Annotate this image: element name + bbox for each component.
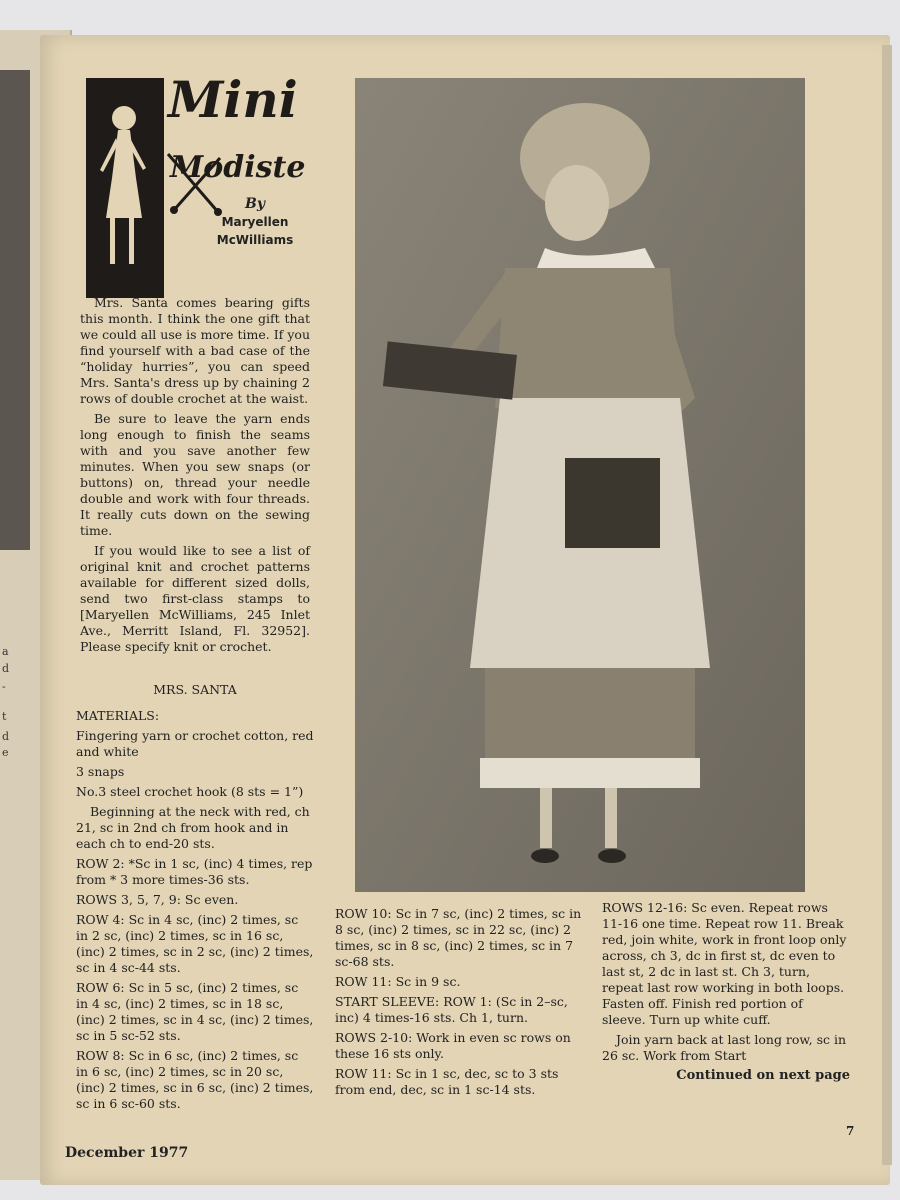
instruction-paragraph: ROWS 2-10: Work in even sc rows on these 16 sts only.: [335, 1030, 571, 1061]
adjacent-text-fragment: t: [2, 710, 7, 723]
instruction-paragraph: ROW 2: *Sc in 1 sc, (inc) 4 times, rep from * 3 more times-36 sts.: [76, 856, 313, 887]
materials-item: 3 snaps: [76, 764, 125, 779]
instruction-paragraph: START SLEEVE: ROW 1: (Sc in 2–sc, inc) 4 times-16 sts. Ch 1, turn.: [335, 994, 568, 1025]
instruction-paragraph: Beginning at the neck with red, ch 21, sc in 2nd ch from hook and in each ch to end-20 sts.: [76, 804, 310, 851]
continued-note: Continued on next page: [676, 1068, 850, 1083]
intro-paragraph: If you would like to see a list of original knit and crochet patterns available for different sized dolls, send two first-class stamps to [Maryellen McWilliams, 245 Inlet Ave., Merritt Island, Fl. 32952]. Please specify knit or crochet.: [80, 543, 310, 654]
adjacent-text-fragment: d: [2, 662, 10, 675]
page-number: 7: [846, 1124, 855, 1138]
header-silhouette-logo: [86, 78, 164, 298]
instruction-paragraph: Join yarn back at last long row, sc in 26 sc. Work from Start: [602, 1032, 847, 1063]
instruction-paragraph: ROW 6: Sc in 5 sc, (inc) 2 times, sc in 4 sc, (inc) 2 times, sc in 18 sc, (inc) 2 times, sc in 4 sc, (inc) 2 times, sc in 5 sc-52 sts.: [76, 980, 314, 1043]
adjacent-text-fragment: a: [2, 645, 9, 658]
byline-by: By: [245, 196, 265, 212]
doll-illustration: [355, 78, 805, 892]
materials-item: Fingering yarn or crochet cotton, red and white: [76, 728, 314, 759]
intro-text: [80, 295, 310, 659]
instruction-paragraph: ROW 11: Sc in 9 sc.: [335, 974, 461, 989]
materials-item: No.3 steel crochet hook (8 sts = 1”): [76, 784, 304, 799]
adjacent-page-photo: [0, 70, 30, 550]
materials-heading: MATERIALS:: [76, 708, 160, 723]
pattern-column-3: [602, 900, 850, 1084]
instruction-paragraph: ROW 11: Sc in 1 sc, dec, sc to 3 sts from end, dec, sc in 1 sc-14 sts.: [335, 1066, 559, 1097]
pattern-column-1: [76, 682, 314, 1116]
intro-paragraph: Mrs. Santa comes bearing gifts this month. I think the one gift that we could all use is more time. If you find yourself with a bad case of the “holiday hurries”, you can speed Mrs. Santa's dress up by chaining 2 rows of double crochet at the waist.: [80, 295, 310, 406]
doll-photo: [355, 78, 805, 892]
adjacent-text-fragment: d: [2, 730, 10, 743]
instruction-paragraph: ROW 10: Sc in 7 sc, (inc) 2 times, sc in 8 sc, (inc) 2 times, sc in 22 sc, (inc) 2 times, sc in 8 sc, (inc) 2 times, sc in 7 sc-68 sts.: [335, 906, 582, 969]
woman-silhouette-icon: [86, 78, 164, 298]
section-title: MRS. SANTA: [153, 682, 237, 697]
instruction-paragraph: ROW 8: Sc in 6 sc, (inc) 2 times, sc in 6 sc, (inc) 2 times, sc in 20 sc, (inc) 2 times, sc in 6 sc, (inc) 2 times, sc in 6 sc-60 sts.: [76, 1048, 314, 1111]
instruction-paragraph: ROW 4: Sc in 4 sc, (inc) 2 times, sc in 2 sc, (inc) 2 times, sc in 16 sc, (inc) 2 times, sc in 2 sc, (inc) 2 times, sc in 4 sc-44 sts.: [76, 912, 314, 975]
intro-paragraph: Be sure to leave the yarn ends long enough to finish the seams with and you save another few minutes. When you sew snaps (or buttons) on, thread your needle double and work with four threads. It really cuts down on the sewing time.: [80, 411, 310, 538]
author-name: Maryellen McWilliams: [216, 215, 294, 247]
pattern-column-2: [335, 906, 585, 1102]
byline: [200, 195, 310, 249]
page-edge: [882, 45, 892, 1165]
adjacent-text-fragment: e: [2, 746, 9, 759]
adjacent-text-fragment: -: [2, 680, 6, 693]
instruction-paragraph: ROWS 12-16: Sc even. Repeat rows 11-16 one time. Repeat row 11. Break red, join white, work in front loop only across, ch 3, dc in first st, dc even to last st, 2 dc in last st. Ch 3, turn, repeat last row working in both loops. Fasten off. Finish red portion of sleeve. Turn up white cuff.: [602, 900, 847, 1027]
article-title-mini: Mini: [168, 70, 298, 129]
instruction-paragraph: ROWS 3, 5, 7, 9: Sc even.: [76, 892, 239, 907]
article-title-modiste: Modiste: [170, 150, 306, 185]
issue-date: December 1977: [65, 1145, 189, 1161]
